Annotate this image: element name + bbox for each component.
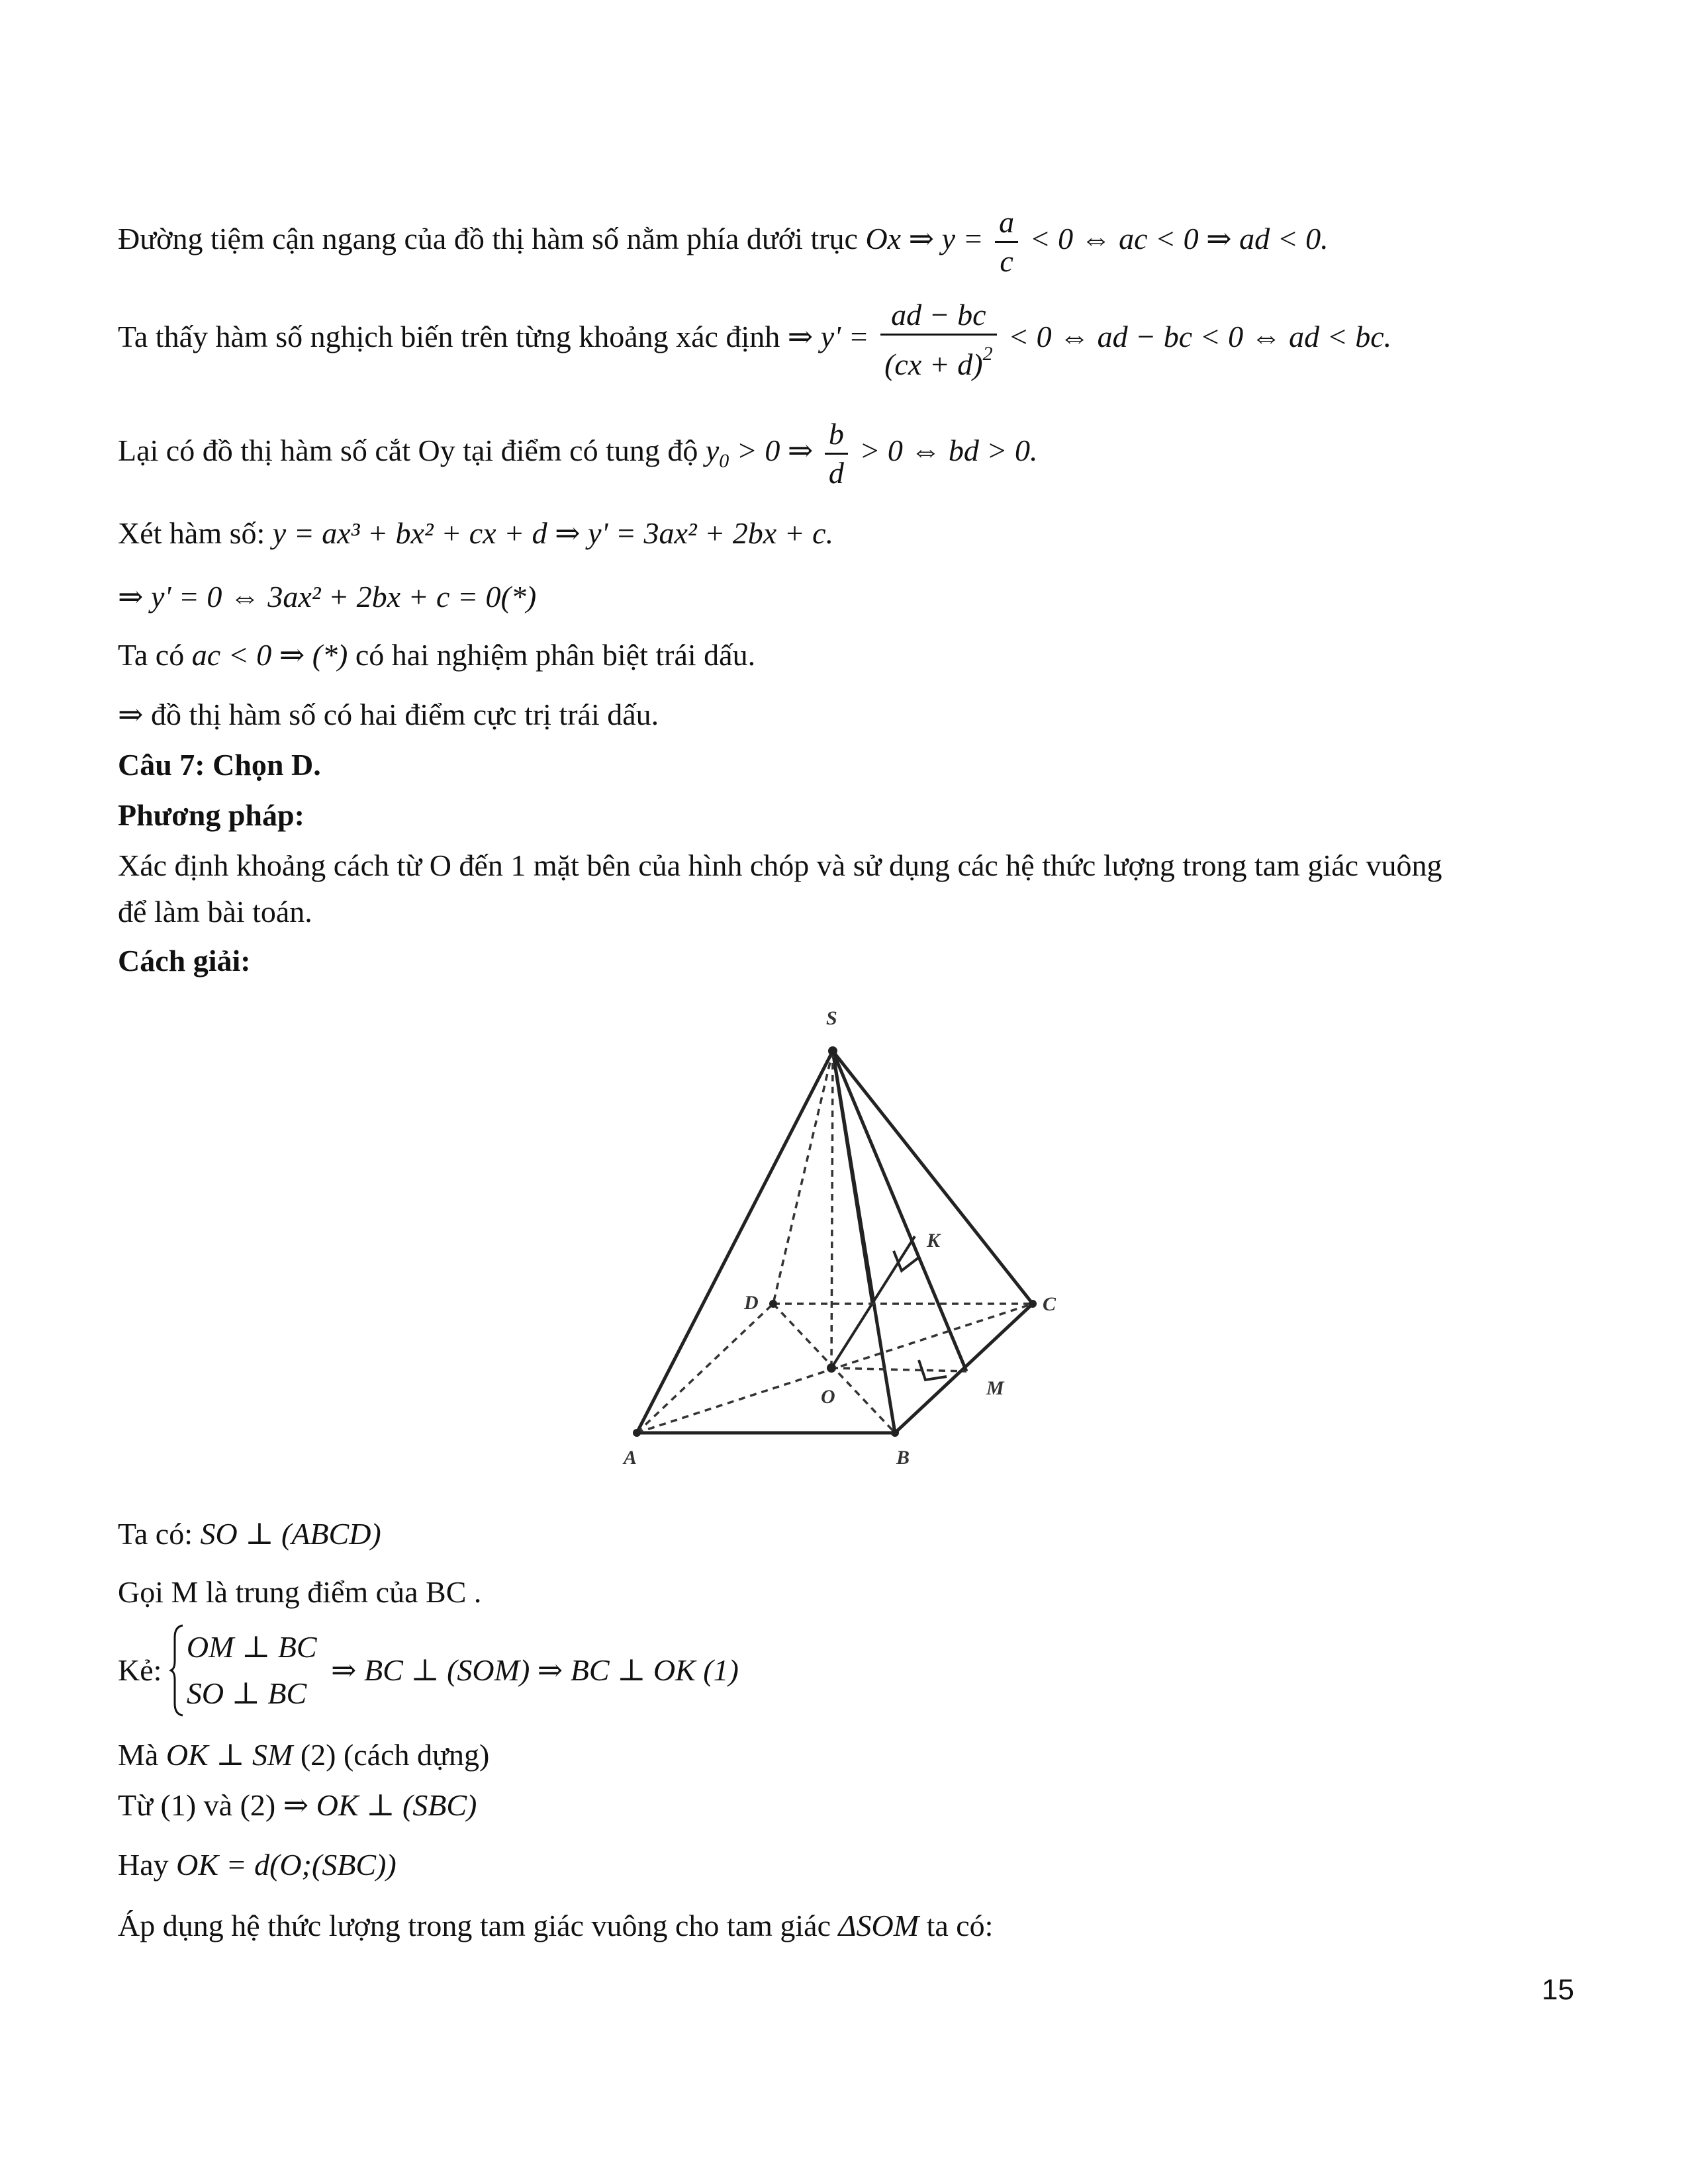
segment-OM bbox=[831, 1368, 966, 1371]
segment-OK bbox=[831, 1236, 915, 1368]
text: (2) (cách dựng) bbox=[300, 1738, 490, 1772]
math: ac < 0 ⇒ (*) bbox=[191, 638, 348, 672]
math: Ox ⇒ y = bbox=[865, 222, 984, 256]
method-text-line-2: để làm bài toán. bbox=[118, 895, 312, 929]
text: Áp dụng hệ thức lượng trong tam giác vuông cho tam giác bbox=[118, 1909, 831, 1942]
solution-line-2: Gọi M là trung điểm của BC . bbox=[118, 1575, 482, 1609]
vertex-labels bbox=[622, 1007, 1056, 1469]
text: Ta có bbox=[118, 638, 185, 672]
fraction-b-over-d: $\frac{b}{d}$ bbox=[825, 416, 848, 492]
line-decreasing bbox=[118, 296, 1391, 383]
math: < 0 ⇔ ac < 0 ⇒ ad < 0. bbox=[1029, 222, 1329, 256]
page-number: 15 bbox=[1542, 1974, 1574, 2006]
edge-SA bbox=[637, 1051, 833, 1433]
label-D: D bbox=[744, 1292, 759, 1314]
y0: $y_0$ bbox=[705, 433, 729, 473]
math: > 0 ⇒ bbox=[736, 433, 814, 468]
text: đồ thị hàm số có hai điểm cực trị trái dấu. bbox=[151, 698, 659, 731]
method-heading: Phương pháp: bbox=[118, 798, 305, 832]
edge-SO bbox=[831, 1051, 833, 1368]
question-7-heading: Câu 7: Chọn D. bbox=[118, 748, 321, 782]
math: OK = d(O;(SBC)) bbox=[176, 1848, 397, 1882]
math: ΔSOM bbox=[838, 1909, 919, 1942]
text: Ta có: bbox=[118, 1517, 193, 1551]
vertex-S bbox=[828, 1046, 837, 1056]
text: Ta thấy hàm số nghịch biến trên từng khoảng xác định bbox=[118, 320, 780, 354]
solution-line-7 bbox=[118, 1907, 993, 1944]
label-M: M bbox=[986, 1377, 1004, 1399]
math: ⇒ y' = bbox=[787, 320, 869, 354]
solution-line-4 bbox=[118, 1737, 489, 1774]
line-cubic bbox=[118, 515, 833, 552]
math: y = ax³ + bx² + cx + d ⇒ y' = 3ax² + 2bx + c. bbox=[272, 516, 834, 550]
math: ⇒ bbox=[118, 698, 144, 731]
text: Lại có đồ thị hàm số cắt Oy tại điểm có tung độ bbox=[118, 433, 698, 468]
label-B: B bbox=[896, 1447, 910, 1469]
label-C: C bbox=[1043, 1293, 1056, 1315]
label-O: O bbox=[821, 1386, 835, 1408]
vertex-A bbox=[633, 1429, 641, 1437]
edge-SC bbox=[833, 1051, 1033, 1304]
text: Đường tiệm cận ngang của đồ thị hàm số nằm phía dưới trục bbox=[118, 222, 858, 256]
line-S-to-BC-face bbox=[833, 1051, 872, 1304]
edge-AD bbox=[637, 1304, 773, 1433]
vertex-O bbox=[827, 1363, 836, 1373]
edge-SM bbox=[833, 1051, 966, 1371]
edge-SD bbox=[773, 1051, 833, 1304]
vertex-C bbox=[1029, 1300, 1037, 1308]
math: OK ⊥ SM bbox=[165, 1738, 293, 1772]
math: < 0 ⇔ ad − bc < 0 ⇔ ad < bc. bbox=[1008, 320, 1392, 354]
hidden-edges bbox=[637, 1051, 1033, 1433]
line-ac-negative bbox=[118, 637, 755, 674]
math: > 0 ⇔ bd > 0. bbox=[859, 433, 1038, 468]
fraction-derivative: $\frac{ad - bc}{(cx + d)^2}$ bbox=[880, 296, 997, 383]
fraction-a-over-c: $\frac{a}{c}$ bbox=[995, 204, 1018, 280]
system-of-conditions: OM ⊥ BC SO ⊥ BC bbox=[169, 1624, 317, 1717]
text: có hai nghiệm phân biệt trái dấu. bbox=[355, 638, 756, 672]
right-angle-mark-K bbox=[894, 1251, 919, 1271]
line-horizontal-asymptote bbox=[118, 204, 1329, 280]
label-K: K bbox=[927, 1230, 941, 1251]
text: Mà bbox=[118, 1738, 159, 1772]
text: Xét hàm số: bbox=[118, 516, 265, 550]
edge-BC bbox=[895, 1304, 1033, 1433]
label-A: A bbox=[624, 1447, 637, 1469]
solid-edges bbox=[637, 1051, 1033, 1433]
math: ⇒ OK ⊥ (SBC) bbox=[283, 1788, 477, 1822]
line-derivative-zero bbox=[118, 578, 536, 615]
method-text-line-1: Xác định khoảng cách từ O đến 1 mặt bên của hình chóp và sử dụng các hệ thức lượng trong tam giác vuông bbox=[118, 848, 1442, 882]
pyramid-figure bbox=[596, 993, 1099, 1496]
line-y-intercept bbox=[118, 416, 1037, 492]
solution-line-1 bbox=[118, 1516, 381, 1553]
text: Từ (1) và (2) bbox=[118, 1788, 276, 1822]
solution-heading: Cách giải: bbox=[118, 944, 251, 978]
label-S: S bbox=[826, 1007, 837, 1029]
text: Kẻ: bbox=[118, 1653, 162, 1687]
math: SO ⊥ (ABCD) bbox=[200, 1517, 381, 1551]
solution-line-6 bbox=[118, 1846, 397, 1884]
vertices bbox=[633, 1046, 1037, 1437]
vertex-D bbox=[769, 1300, 777, 1308]
vertex-B bbox=[891, 1429, 899, 1437]
math: ⇒ y' = 0 ⇔ 3ax² + 2bx + c = 0(*) bbox=[118, 580, 537, 614]
solution-line-3 bbox=[118, 1624, 739, 1717]
left-brace-icon bbox=[169, 1624, 184, 1717]
text: ta có: bbox=[926, 1909, 994, 1942]
line-conclusion bbox=[118, 696, 659, 733]
math: ⇒ BC ⊥ (SOM) ⇒ BC ⊥ OK (1) bbox=[331, 1653, 739, 1687]
text: Hay bbox=[118, 1848, 169, 1882]
solution-line-5 bbox=[118, 1787, 477, 1824]
